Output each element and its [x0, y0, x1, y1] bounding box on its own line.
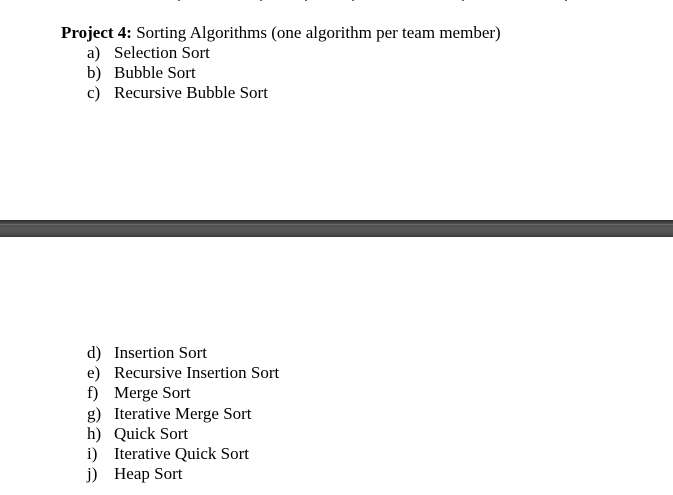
list-item-text: Iterative Quick Sort [114, 443, 250, 463]
project-heading [61, 23, 501, 43]
list-item [87, 83, 268, 103]
cropped-text-fragment [0, 0, 673, 4]
list-item [87, 464, 279, 484]
algorithm-list-upper [87, 43, 268, 104]
list-marker: j) [87, 464, 98, 484]
list-item-text: Selection Sort [114, 43, 210, 62]
list-marker: e) [87, 363, 101, 383]
list-item-text: Iterative Merge Sort [114, 403, 252, 423]
list-item-text: Recursive Bubble Sort [114, 83, 268, 103]
list-item [87, 363, 279, 383]
document-page-upper [0, 0, 673, 220]
algorithm-list-lower [87, 343, 279, 484]
list-item [87, 43, 268, 63]
list-item-text: Recursive Insertion Sort [114, 363, 280, 383]
page-break-separator [0, 220, 673, 237]
list-item-text: Insertion Sort [114, 343, 208, 362]
list-item-text: Heap Sort [114, 464, 183, 484]
list-item-text: Bubble Sort [114, 63, 196, 83]
list-marker: a) [87, 43, 101, 62]
list-item [87, 404, 279, 424]
list-marker: f) [87, 383, 99, 403]
list-marker: c) [87, 83, 101, 103]
list-item [87, 424, 279, 444]
list-marker: d) [87, 343, 102, 362]
list-marker: h) [87, 423, 102, 443]
project-title: Sorting Algorithms (one algorithm per team member) [131, 23, 501, 42]
list-item-text: Quick Sort [114, 423, 189, 443]
list-item [87, 343, 279, 363]
list-item-text: Merge Sort [114, 383, 191, 403]
list-item [87, 63, 268, 83]
list-marker: g) [87, 403, 102, 423]
list-marker: b) [87, 63, 102, 83]
list-marker: i) [87, 443, 98, 463]
list-item [87, 444, 279, 464]
list-item [87, 383, 279, 403]
project-number-label: Project 4: [61, 23, 132, 42]
